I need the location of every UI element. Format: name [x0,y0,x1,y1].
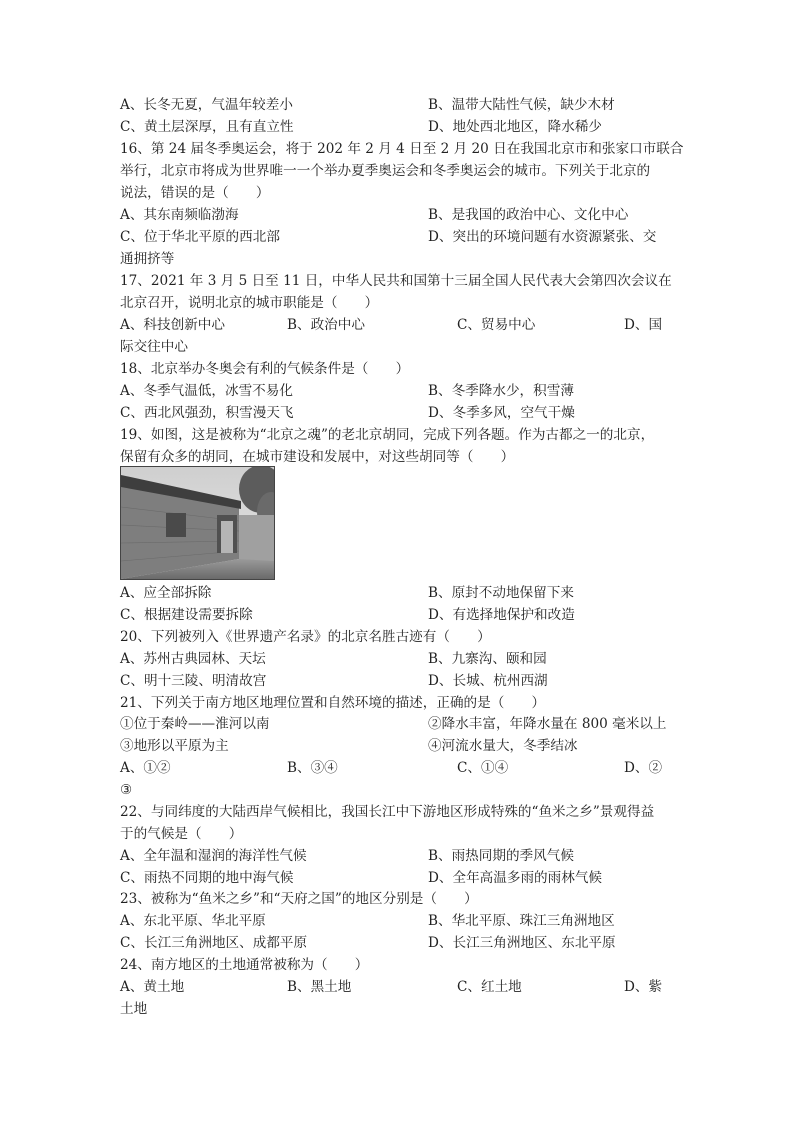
q24-stem: 24、南方地区的土地通常被称为（ ） [120,957,369,973]
q19-stem-line2: 保留有众多的胡同，在城市建设和发展中，对这些胡同等（ ） [120,449,515,465]
q19-option-a: A、应全部拆除 [120,585,212,601]
q22-option-d: D、全年高温多雨的雨林气候 [428,870,603,886]
q21-option-b: B、③④ [287,760,338,776]
q21-option-d: D、② [624,760,663,776]
q22-stem-line2: 于的气候是（ ） [120,826,243,842]
q16-option-b: B、是我国的政治中心、文化中心 [428,207,629,223]
q24-option-d: D、紫 [624,979,663,995]
q21-option-c: C、①④ [457,760,509,776]
q18-stem: 18、北京举办冬奥会有利的气候条件是（ ） [120,361,410,377]
q20-stem: 20、下列被列入《世界遗产名录》的北京名胜古迹有（ ） [120,629,491,645]
q18-option-d: D、冬季多风，空气干燥 [428,405,575,421]
q20-option-d: D、长城、杭州西湖 [428,673,548,689]
q22-option-b: B、雨热同期的季风气候 [428,848,574,864]
q17-stem-line2: 北京召开，说明北京的城市职能是（ ） [120,295,379,311]
q17-option-d: D、国 [624,317,663,333]
q16-stem-line1: 16、第 24 届冬季奥运会，将于 202 年 2 月 4 日至 2 月 20 日在我国北京市和张家口市联合 [120,141,684,157]
q17-option-a: A、科技创新中心 [120,317,225,333]
q24-option-a: A、黄土地 [120,979,185,995]
q18-option-c: C、西北风强劲，积雪漫天飞 [120,405,294,421]
q15-option-a: A、长冬无夏，气温年较差小 [120,97,293,113]
q21-statement-3: ③地形以平原为主 [120,738,229,754]
q16-option-d-cont: 通拥挤等 [120,251,175,267]
q16-stem-line2: 举行，北京市将成为世界唯一一个举办夏季奥运会和冬季奥运会的城市。下列关于北京的 [120,163,651,179]
q20-option-c: C、明十三陵、明清故宫 [120,673,267,689]
q21-stem: 21、下列关于南方地区地理位置和自然环境的描述，正确的是（ ） [120,695,546,711]
q17-stem-line1: 17、2021 年 3 月 5 日至 11 日，中华人民共和国第十三届全国人民代表大会第四次会议在 [120,273,672,289]
q21-statement-4: ④河流水量大，冬季结冰 [428,738,578,754]
q21-option-a: A、①② [120,760,171,776]
hutong-photo-image [121,467,274,579]
q15-option-b: B、温带大陆性气候，缺少木材 [428,97,615,113]
q22-option-c: C、雨热不同期的地中海气候 [120,870,294,886]
q22-option-a: A、全年温和湿润的海洋性气候 [120,848,307,864]
q18-option-a: A、冬季气温低，冰雪不易化 [120,383,293,399]
q24-option-c: C、红土地 [457,979,522,995]
q19-option-d: D、有选择地保护和改造 [428,607,575,623]
q20-option-a: A、苏州古典园林、天坛 [120,651,266,667]
q20-option-b: B、九寨沟、颐和园 [428,651,547,667]
q24-option-d-cont: 土地 [120,1001,148,1017]
q19-option-c: C、根据建设需要拆除 [120,607,253,623]
q23-option-a: A、东北平原、华北平原 [120,913,266,929]
q16-option-c: C、位于华北平原的西北部 [120,229,280,245]
hutong-photo [120,466,275,580]
q23-option-d: D、长江三角洲地区、东北平原 [428,935,616,951]
q19-option-b: B、原封不动地保留下来 [428,585,574,601]
q22-stem-line1: 22、与同纬度的大陆西岸气候相比，我国长江中下游地区形成特殊的“鱼米之乡”景观得益 [120,804,655,820]
q16-option-d: D、突出的环境问题有水资源紧张、交 [428,229,657,245]
q15-option-c: C、黄土层深厚，且有直立性 [120,119,294,135]
q23-option-c: C、长江三角洲地区、成都平原 [120,935,308,951]
q16-option-a: A、其东南频临渤海 [120,207,239,223]
q21-statement-2: ②降水丰富，年降水量在 800 毫米以上 [428,716,667,732]
q19-stem-line1: 19、如图，这是被称为“北京之魂”的老北京胡同，完成下列各题。作为古都之一的北京， [120,427,655,443]
q18-option-b: B、冬季降水少，积雪薄 [428,383,574,399]
q15-option-d: D、地处西北地区，降水稀少 [428,119,603,135]
q21-option-d-cont: ③ [120,782,133,798]
q16-stem-line3: 说法，错误的是（ ） [120,185,270,201]
q23-option-b: B、华北平原、珠江三角洲地区 [428,913,615,929]
q17-option-b: B、政治中心 [287,317,365,333]
q17-option-c: C、贸易中心 [457,317,536,333]
q17-option-d-cont: 际交往中心 [120,339,188,355]
q21-statement-1: ①位于秦岭——淮河以南 [120,716,270,732]
q24-option-b: B、黑土地 [287,979,352,995]
q23-stem: 23、被称为“鱼米之乡”和“天府之国”的地区分别是（ ） [120,891,478,907]
